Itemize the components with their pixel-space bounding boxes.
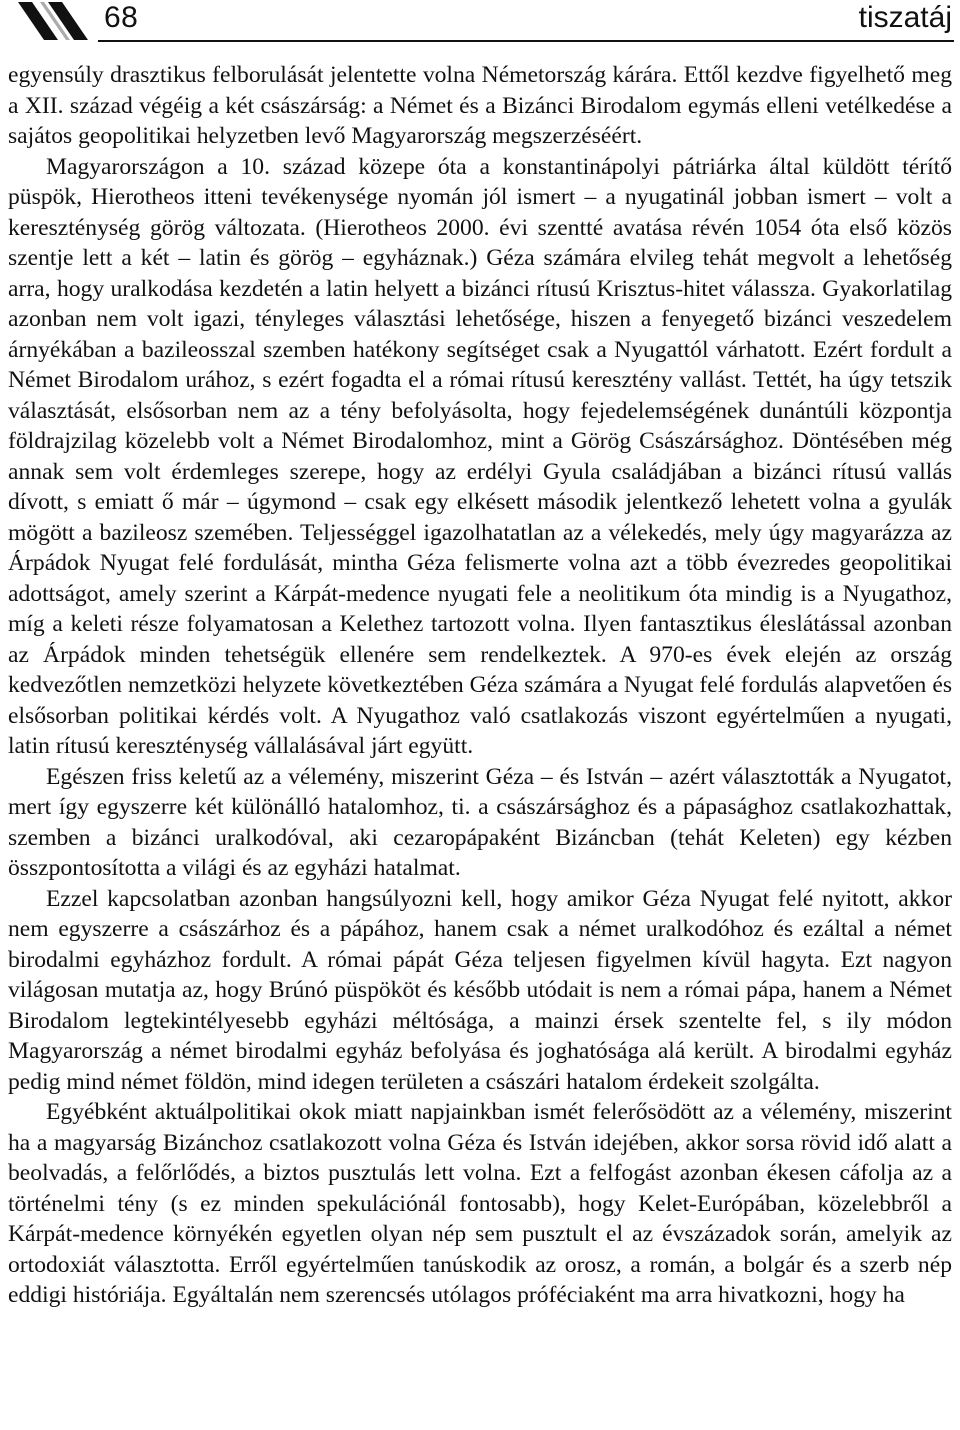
paragraph: Ezzel kapcsolatban azonban hangsúlyozni kell, hogy amikor Géza Nyugat felé nyitott, akkor nem egyszerre a császárhoz és a pápához, hanem csak a német uralkodóhoz és ezáltal a német birodalmi egyházhoz fordult. A római pápát Géza teljesen figyelmen kívül hagyta. Ezt nagyon világosan mutatja az, hogy Brúnó püspököt és később utódait is nem a római pápa, hanem a Német Birodalom legtekintélyesebb egyházi méltósága, a mainzi érsek szentelte fel, s ily módon Magyarország a német birodalmi egyház befolyása és joghatósága alá került. A birodalmi egyház pedig mind német földön, mind idegen területen a császári hatalom érdekeit szolgálta. <box>8 885 952 1095</box>
page-number: 68 <box>104 1 139 34</box>
page-header <box>0 0 960 48</box>
running-head: tiszatáj <box>858 1 952 34</box>
paragraph: Egyébként aktuálpolitikai okok miatt napjainkban ismét felerősödött az a vélemény, miszerint ha a magyarság Bizánchoz csatlakozott volna Géza és István idejében, akkor sorsa rövid idő alatt a beolvadás, a felőrlődés, a biztos pusztulás lett volna. Ezt a felfogást azonban ékesen cáfolja az a történelmi tény (s ez minden spekulációnál fontosabb), hogy Kelet-Európában, közelebbről a Kárpát-medence környékén egyetlen olyan nép sem pusztult el az évszázadok során, amelyik az ortodoxiát választotta. Erről egyértelműen tanúskodik az orosz, a román, a bolgár és a szerb nép eddigi históriája. Egyáltalán nem szerencsés utólagos próféciaként ma arra hivatkozni, hogy ha <box>8 1099 952 1308</box>
paragraph: egyensúly drasztikus felborulását jelentette volna Németország kárára. Ettől kezdve figyelhető meg a XII. század végéig a két császárság: a Német és a Bizánci Birodalom egymás elleni vetélkedése a sajátos geopolitikai helyzetben levő Magyarország megszerzéséért. <box>8 62 952 149</box>
paragraph: Magyarországon a 10. század közepe óta a konstantinápolyi pátriárka által küldött térítő püspök, Hierotheos itteni tevékenysége nyomán jól ismert – a nyugatinál jobban ismert – volt a kereszténység görög változata. (Hierotheos 2000. évi szentté avatása révén 1054 óta első közös szentje lett a két – latin és görög – egyháznak.) Géza számára elvileg tehát megvolt a lehetőség arra, hogy uralkodása kezdetén a latin helyett a bizánci rítusú Krisztus-hitet válassza. Gyakorlatilag azonban nem volt igazi, tényleges választási lehetősége, hiszen a fenyegető bizánci veszedelem árnyékában a bazileosszal szemben hatékony segítséget csak a Nyugattól várhatott. Ezért fordult a Német Birodalom urához, s ezért fogadta el a római rítusú keresztény vallást. Tettét, ha úgy tetszik választását, elsősorban nem az a tény befolyásolta, hogy fejedelemségének dunántúli központja földrajzilag közelebb volt a Német Birodalomhoz, mint a Görög Császársághoz. Döntésében még annak sem volt érdemleges szerepe, hogy az erdélyi Gyula családjában a bizánci rítusú vallás dívott, s emiatt ő már – úgymond – csak egy elkésett második jelentkező lehetett volna a gyulák mögött a bazileosz szemében. Teljességgel igazolhatatlan az a vélekedés, mely úgy magyarázza az Árpádok Nyugat felé fordulását, mintha Géza felismerte volna azt a több évezredes geopolitikai adottságot, amely szerint a Kárpát-medence nyugati fele a neolitikum óta mindig is a Nyugathoz, míg a keleti része folyamatosan a Kelethez tartozott volna. Ilyen fantasztikus éleslátással azonban az Árpádok minden tehetségük ellenére sem rendelkeztek. A 970-es évek elején az ország kedvezőtlen nemzetközi helyzete következtében Géza számára a Nyugat felé fordulás alapvetően és elsősorban politikai kérdés volt. A Nyugathoz való csatlakozás viszont egyértelműen a nyugati, latin rítusú kereszténység vállalásával járt együtt. <box>8 153 952 759</box>
journal-logo-icon <box>18 2 88 46</box>
header-rule <box>98 40 954 42</box>
paragraph: Egészen friss keletű az a vélemény, miszerint Géza – és István – azért választották a Nyugatot, mert így egyszerre két különálló hatalomhoz, ti. a császársághoz és a pápasághoz csatlakozhattak, szemben a bizánci uralkodóval, aki cezaropápaként Bizáncban (tehát Keleten) egy kézben összpontosította a világi és az egyházi hatalmat. <box>8 763 952 881</box>
article-body <box>8 60 952 1311</box>
